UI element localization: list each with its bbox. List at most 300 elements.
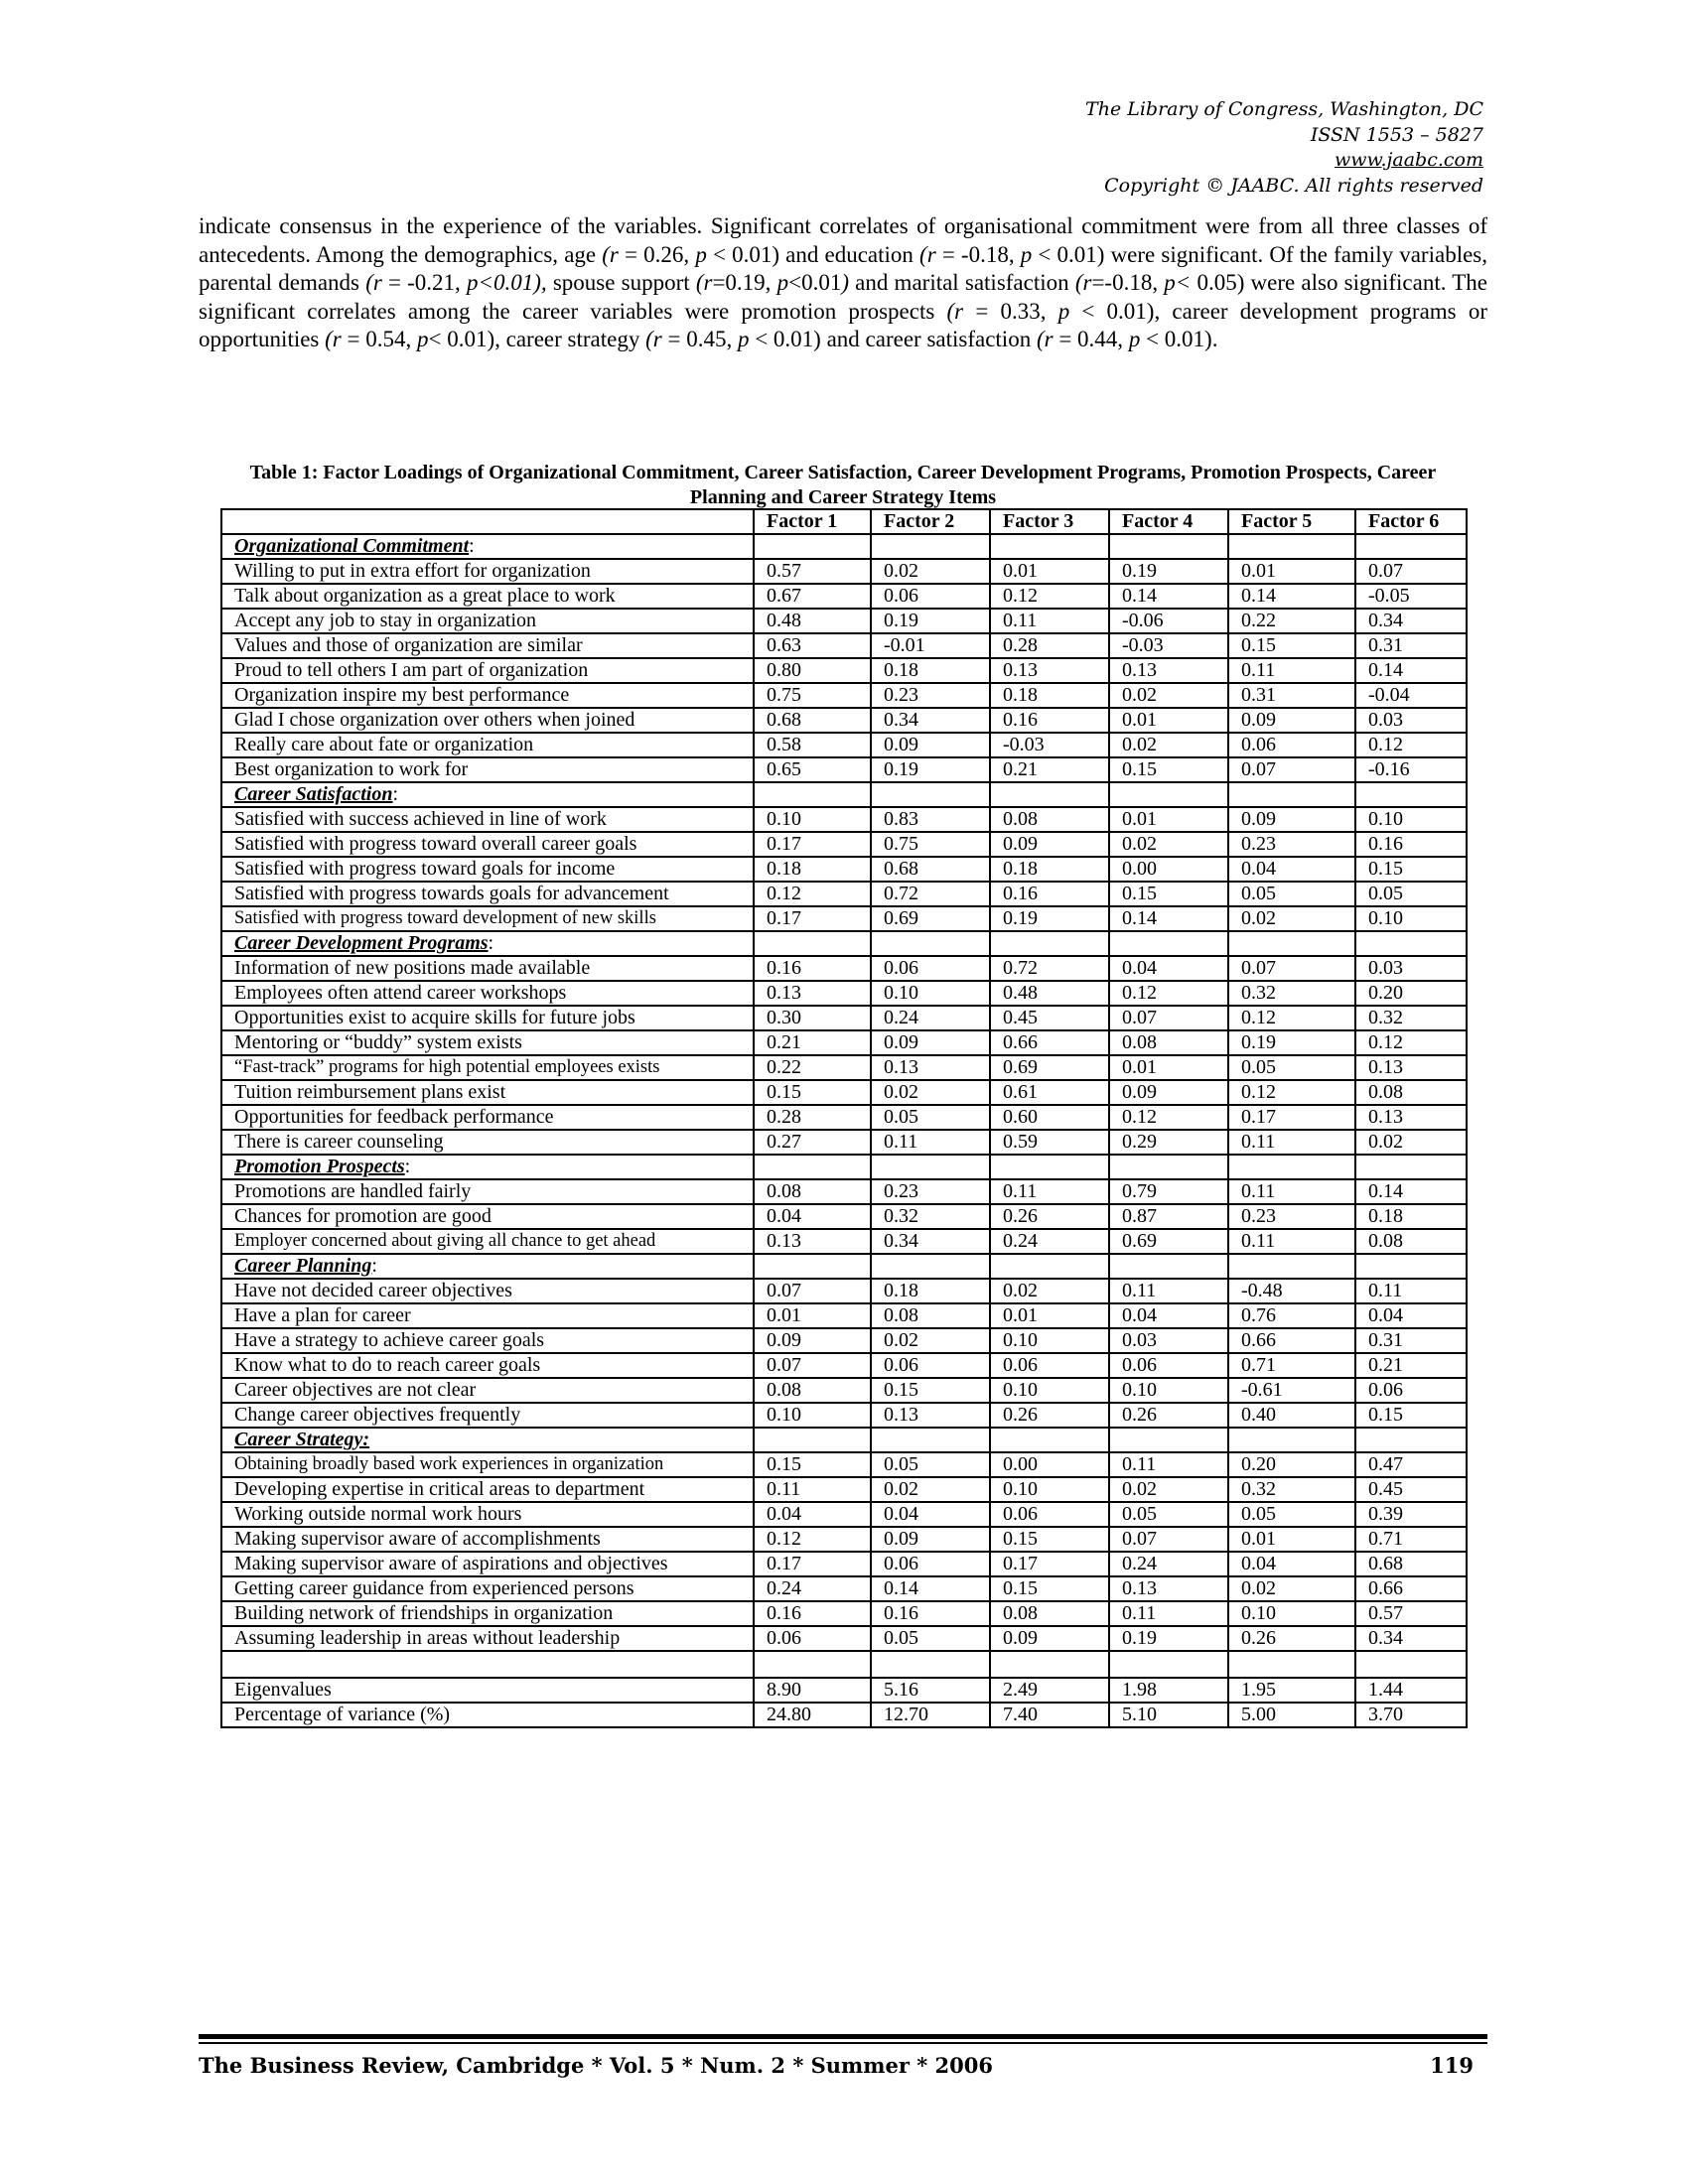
factor-2-loading: 0.83	[871, 807, 990, 832]
item-label: Building network of friendships in organization	[221, 1601, 754, 1626]
empty-cell	[1109, 1155, 1228, 1179]
factor-4-loading: 0.08	[1109, 1030, 1228, 1055]
section-title-text: Career Strategy:	[234, 1429, 370, 1450]
factor-3-loading: 0.16	[990, 882, 1109, 906]
factor-5-loading: 0.04	[1228, 857, 1355, 882]
item-label: Satisfied with progress toward overall career goals	[221, 832, 754, 857]
empty-cell	[871, 931, 990, 956]
factor-3-loading: 0.72	[990, 956, 1109, 981]
factor-4-loading: 0.15	[1109, 757, 1228, 782]
factor-5-loading: 0.09	[1228, 807, 1355, 832]
factor-6-loading: -0.04	[1355, 683, 1467, 708]
item-label: Chances for promotion are good	[221, 1204, 754, 1229]
factor-4-loading: 0.02	[1109, 683, 1228, 708]
factor-4-loading: 0.19	[1109, 1626, 1228, 1651]
header-library: The Library of Congress, Washington, DC	[1085, 98, 1483, 120]
table-body	[221, 534, 1467, 1727]
factor-1-loading: 0.17	[754, 832, 871, 857]
factor-4-loading: 0.04	[1109, 956, 1228, 981]
empty-cell	[1355, 1254, 1467, 1279]
table-row	[221, 981, 1467, 1006]
factor-4-loading: 0.11	[1109, 1452, 1228, 1477]
empty-cell	[990, 1155, 1109, 1179]
factor-2-loading: 5.16	[871, 1678, 990, 1703]
section-title-text: Career Development Programs	[234, 932, 489, 954]
factor-1-loading: 0.08	[754, 1179, 871, 1204]
empty-cell	[754, 1651, 871, 1678]
factor-1-loading: 0.07	[754, 1279, 871, 1303]
factor-3-loading: 0.24	[990, 1229, 1109, 1254]
factor-6-loading: 0.66	[1355, 1576, 1467, 1601]
factor-6-loading: 0.34	[1355, 609, 1467, 633]
section-title	[221, 1428, 754, 1452]
factor-3-loading: 0.48	[990, 981, 1109, 1006]
factor-3-loading: 0.01	[990, 1303, 1109, 1328]
item-label: “Fast-track” programs for high potential employees exists	[221, 1055, 754, 1080]
item-label: Making supervisor aware of aspirations and objectives	[221, 1552, 754, 1576]
blank-row	[221, 1651, 1467, 1678]
item-label: Have a strategy to achieve career goals	[221, 1328, 754, 1353]
section-title	[221, 1155, 754, 1179]
item-label: Proud to tell others I am part of organization	[221, 658, 754, 683]
factor-6-loading: 0.10	[1355, 906, 1467, 931]
factor-4-loading: 0.87	[1109, 1204, 1228, 1229]
factor-1-loading: 0.17	[754, 1552, 871, 1576]
item-label: Employees often attend career workshops	[221, 981, 754, 1006]
empty-cell	[754, 782, 871, 807]
factor-5-loading: 0.11	[1228, 1229, 1355, 1254]
factor-3-loading: -0.03	[990, 733, 1109, 757]
factor-5-loading: 0.05	[1228, 1502, 1355, 1527]
factor-1-loading: 0.15	[754, 1080, 871, 1105]
factor-5-loading: 0.23	[1228, 1204, 1355, 1229]
empty-cell	[221, 1651, 754, 1678]
factor-5-loading: 5.00	[1228, 1703, 1355, 1727]
empty-cell	[754, 931, 871, 956]
section-header-row	[221, 1254, 1467, 1279]
factor-2-loading: 0.75	[871, 832, 990, 857]
factor-6-loading: 1.44	[1355, 1678, 1467, 1703]
factor-5-loading: 0.71	[1228, 1353, 1355, 1378]
table-row	[221, 1328, 1467, 1353]
item-label: Opportunities exist to acquire skills for future jobs	[221, 1006, 754, 1030]
factor-4-loading: -0.06	[1109, 609, 1228, 633]
factor-5-loading: 0.20	[1228, 1452, 1355, 1477]
item-label: Accept any job to stay in organization	[221, 609, 754, 633]
factor-1-loading: 0.06	[754, 1626, 871, 1651]
empty-cell	[1109, 782, 1228, 807]
factor-2-loading: 0.18	[871, 658, 990, 683]
table-row	[221, 1204, 1467, 1229]
factor-2-loading: 0.72	[871, 882, 990, 906]
factor-1-loading: 0.21	[754, 1030, 871, 1055]
factor-3-loading: 0.26	[990, 1403, 1109, 1428]
factor-3-loading: 0.02	[990, 1279, 1109, 1303]
factor-1-loading: 0.80	[754, 658, 871, 683]
section-header-row	[221, 1155, 1467, 1179]
item-label: Working outside normal work hours	[221, 1502, 754, 1527]
factor-4-loading: 0.14	[1109, 906, 1228, 931]
summary-label: Percentage of variance (%)	[221, 1703, 754, 1727]
empty-cell	[1355, 1428, 1467, 1452]
factor-3-loading: 0.13	[990, 658, 1109, 683]
item-label: Have not decided career objectives	[221, 1279, 754, 1303]
page-number: 119	[1430, 2053, 1474, 2078]
factor-6-loading: 0.47	[1355, 1452, 1467, 1477]
factor-3-loading: 0.01	[990, 559, 1109, 584]
section-title	[221, 534, 754, 559]
factor-5-loading: 0.05	[1228, 882, 1355, 906]
factor-5-loading: 0.02	[1228, 1576, 1355, 1601]
factor-5-loading: 0.09	[1228, 708, 1355, 733]
factor-4-loading: 0.14	[1109, 584, 1228, 609]
factor-6-loading: 0.15	[1355, 1403, 1467, 1428]
factor-4-loading: 0.12	[1109, 981, 1228, 1006]
empty-cell	[1228, 1651, 1355, 1678]
empty-cell	[1228, 1428, 1355, 1452]
factor-2-loading: 0.14	[871, 1576, 990, 1601]
factor-4-loading: 0.01	[1109, 807, 1228, 832]
factor-2-loading: 0.19	[871, 609, 990, 633]
factor-1-loading: 0.01	[754, 1303, 871, 1328]
empty-cell	[990, 782, 1109, 807]
factor-1-loading: 0.16	[754, 956, 871, 981]
table-header-row	[221, 509, 1467, 534]
section-title-suffix: :	[488, 932, 494, 954]
factor-5-loading: 0.01	[1228, 559, 1355, 584]
factor-5-loading: 0.04	[1228, 1552, 1355, 1576]
factor-3-loading: 0.10	[990, 1477, 1109, 1502]
table-row	[221, 633, 1467, 658]
factor-2-loading: 0.02	[871, 1328, 990, 1353]
factor-6-loading: 0.18	[1355, 1204, 1467, 1229]
item-label: Satisfied with progress toward goals for income	[221, 857, 754, 882]
empty-cell	[1109, 931, 1228, 956]
empty-cell	[1355, 1651, 1467, 1678]
factor-5-loading: 0.11	[1228, 1179, 1355, 1204]
empty-cell	[871, 1254, 990, 1279]
factor-3-loading: 0.45	[990, 1006, 1109, 1030]
factor-1-loading: 0.11	[754, 1477, 871, 1502]
factor-1-loading: 0.48	[754, 609, 871, 633]
factor-3-loading: 0.12	[990, 584, 1109, 609]
factor-5-loading: 0.05	[1228, 1055, 1355, 1080]
factor-4-loading: 0.07	[1109, 1527, 1228, 1552]
factor-2-loading: 0.09	[871, 1030, 990, 1055]
factor-6-loading: 0.08	[1355, 1229, 1467, 1254]
factor-3-loading: 0.08	[990, 1601, 1109, 1626]
factor-4-loading: 0.11	[1109, 1601, 1228, 1626]
factor-1-loading: 0.75	[754, 683, 871, 708]
section-title-suffix: :	[371, 1255, 377, 1277]
factor-3-loading: 0.21	[990, 757, 1109, 782]
factor-1-loading: 0.67	[754, 584, 871, 609]
factor-4-loading: 0.02	[1109, 733, 1228, 757]
factor-3-loading: 0.15	[990, 1527, 1109, 1552]
factor-6-loading: 0.71	[1355, 1527, 1467, 1552]
factor-5-loading: 0.07	[1228, 757, 1355, 782]
factor-2-loading: 0.13	[871, 1055, 990, 1080]
factor-1-loading: 0.63	[754, 633, 871, 658]
factor-5-loading: -0.61	[1228, 1378, 1355, 1403]
factor-3-loading: 0.08	[990, 807, 1109, 832]
factor-2-loading: 0.02	[871, 1080, 990, 1105]
factor-5-loading: 0.11	[1228, 658, 1355, 683]
table-row	[221, 609, 1467, 633]
table-row	[221, 757, 1467, 782]
factor-4-loading: 0.09	[1109, 1080, 1228, 1105]
factor-5-loading: 0.12	[1228, 1006, 1355, 1030]
item-label: Mentoring or “buddy” system exists	[221, 1030, 754, 1055]
item-label: Promotions are handled fairly	[221, 1179, 754, 1204]
factor-6-loading: 0.32	[1355, 1006, 1467, 1030]
factor-6-loading: 0.31	[1355, 1328, 1467, 1353]
table-row	[221, 956, 1467, 981]
section-title-text: Promotion Prospects	[234, 1156, 405, 1177]
factor-5-loading: 0.01	[1228, 1527, 1355, 1552]
factor-5-loading: 0.23	[1228, 832, 1355, 857]
section-title-text: Career Planning	[234, 1255, 372, 1277]
factor-5-loading: 0.32	[1228, 1477, 1355, 1502]
factor-loadings-table	[220, 508, 1468, 1728]
empty-cell	[1355, 1155, 1467, 1179]
summary-row	[221, 1678, 1467, 1703]
factor-3-loading: 0.15	[990, 1576, 1109, 1601]
table-row	[221, 1527, 1467, 1552]
empty-cell	[754, 1428, 871, 1452]
factor-3-loading: 0.09	[990, 832, 1109, 857]
factor-4-loading: 0.79	[1109, 1179, 1228, 1204]
empty-cell	[990, 1651, 1109, 1678]
factor-4-loading: 0.13	[1109, 1576, 1228, 1601]
empty-cell	[1109, 1651, 1228, 1678]
factor-3-loading: 7.40	[990, 1703, 1109, 1727]
factor-2-loading: 0.09	[871, 733, 990, 757]
header-issn: ISSN 1553 – 5827	[1310, 123, 1483, 146]
table-row	[221, 1626, 1467, 1651]
factor-4-loading: 0.12	[1109, 1105, 1228, 1130]
factor-1-loading: 0.10	[754, 1403, 871, 1428]
factor-4-loading: 0.06	[1109, 1353, 1228, 1378]
table-row	[221, 1601, 1467, 1626]
factor-3-loading: 0.28	[990, 633, 1109, 658]
empty-cell	[1109, 1428, 1228, 1452]
table-row	[221, 807, 1467, 832]
header-website-link[interactable]: www.jaabc.com	[1334, 149, 1483, 171]
factor-4-loading: 0.69	[1109, 1229, 1228, 1254]
factor-2-loading: 0.34	[871, 708, 990, 733]
header-cell-factor-1: Factor 1	[754, 509, 871, 534]
item-label: Employer concerned about giving all chance to get ahead	[221, 1229, 754, 1254]
table-row	[221, 1055, 1467, 1080]
factor-5-loading: 0.02	[1228, 906, 1355, 931]
empty-cell	[1228, 534, 1355, 559]
factor-1-loading: 0.08	[754, 1378, 871, 1403]
factor-3-loading: 0.16	[990, 708, 1109, 733]
factor-3-loading: 0.17	[990, 1552, 1109, 1576]
item-label: Best organization to work for	[221, 757, 754, 782]
empty-cell	[1228, 931, 1355, 956]
factor-3-loading: 0.69	[990, 1055, 1109, 1080]
table-row	[221, 1303, 1467, 1328]
factor-5-loading: 0.19	[1228, 1030, 1355, 1055]
table-row	[221, 1452, 1467, 1477]
table-caption	[213, 461, 1473, 510]
item-label: Satisfied with progress toward development of new skills	[221, 906, 754, 931]
factor-2-loading: 12.70	[871, 1703, 990, 1727]
factor-6-loading: 0.34	[1355, 1626, 1467, 1651]
factor-6-loading: 0.14	[1355, 1179, 1467, 1204]
table-row	[221, 1279, 1467, 1303]
factor-5-loading: 0.12	[1228, 1080, 1355, 1105]
empty-cell	[990, 1254, 1109, 1279]
factor-3-loading: 0.61	[990, 1080, 1109, 1105]
factor-2-loading: 0.06	[871, 1353, 990, 1378]
table-row	[221, 559, 1467, 584]
factor-6-loading: 0.12	[1355, 733, 1467, 757]
factor-5-loading: 0.17	[1228, 1105, 1355, 1130]
section-title	[221, 1254, 754, 1279]
item-label: Change career objectives frequently	[221, 1403, 754, 1428]
factor-2-loading: 0.02	[871, 1477, 990, 1502]
factor-6-loading: 3.70	[1355, 1703, 1467, 1727]
table-row	[221, 882, 1467, 906]
factor-4-loading: 0.29	[1109, 1130, 1228, 1155]
table-row	[221, 1030, 1467, 1055]
factor-5-loading: 0.76	[1228, 1303, 1355, 1328]
item-label: Satisfied with success achieved in line of work	[221, 807, 754, 832]
empty-cell	[1109, 1254, 1228, 1279]
factor-3-loading: 0.59	[990, 1130, 1109, 1155]
factor-6-loading: 0.10	[1355, 807, 1467, 832]
item-label: Satisfied with progress towards goals for advancement	[221, 882, 754, 906]
table-row	[221, 1179, 1467, 1204]
table-row	[221, 1229, 1467, 1254]
factor-4-loading: -0.03	[1109, 633, 1228, 658]
factor-1-loading: 0.27	[754, 1130, 871, 1155]
table-row	[221, 1006, 1467, 1030]
factor-1-loading: 0.30	[754, 1006, 871, 1030]
factor-2-loading: 0.09	[871, 1527, 990, 1552]
factor-1-loading: 0.15	[754, 1452, 871, 1477]
factor-2-loading: 0.18	[871, 1279, 990, 1303]
factor-3-loading: 0.11	[990, 609, 1109, 633]
footer-rule-thin	[199, 2042, 1487, 2044]
section-title-text: Organizational Commitment	[234, 535, 470, 557]
factor-5-loading: -0.48	[1228, 1279, 1355, 1303]
factor-1-loading: 0.10	[754, 807, 871, 832]
item-label: Tuition reimbursement plans exist	[221, 1080, 754, 1105]
factor-5-loading: 0.32	[1228, 981, 1355, 1006]
factor-1-loading: 0.04	[754, 1502, 871, 1527]
factor-2-loading: 0.23	[871, 683, 990, 708]
factor-1-loading: 0.58	[754, 733, 871, 757]
factor-3-loading: 0.19	[990, 906, 1109, 931]
empty-cell	[871, 1428, 990, 1452]
header-cell-factor-6: Factor 6	[1355, 509, 1467, 534]
factor-4-loading: 0.19	[1109, 559, 1228, 584]
factor-6-loading: 0.14	[1355, 658, 1467, 683]
item-label: Career objectives are not clear	[221, 1378, 754, 1403]
factor-5-loading: 0.10	[1228, 1601, 1355, 1626]
factor-2-loading: 0.16	[871, 1601, 990, 1626]
running-header	[1085, 97, 1483, 199]
empty-cell	[754, 1254, 871, 1279]
factor-6-loading: 0.15	[1355, 857, 1467, 882]
factor-2-loading: 0.04	[871, 1502, 990, 1527]
factor-2-loading: 0.06	[871, 584, 990, 609]
item-label: Opportunities for feedback performance	[221, 1105, 754, 1130]
factor-6-loading: -0.05	[1355, 584, 1467, 609]
empty-cell	[1355, 931, 1467, 956]
page-footer	[199, 2053, 1487, 2083]
factor-2-loading: 0.23	[871, 1179, 990, 1204]
factor-5-loading: 0.07	[1228, 956, 1355, 981]
factor-4-loading: 0.04	[1109, 1303, 1228, 1328]
factor-2-loading: 0.08	[871, 1303, 990, 1328]
factor-6-loading: 0.03	[1355, 708, 1467, 733]
table-row	[221, 1080, 1467, 1105]
factor-3-loading: 0.06	[990, 1353, 1109, 1378]
factor-1-loading: 0.65	[754, 757, 871, 782]
factor-3-loading: 0.66	[990, 1030, 1109, 1055]
factor-6-loading: 0.08	[1355, 1080, 1467, 1105]
factor-6-loading: 0.03	[1355, 956, 1467, 981]
factor-1-loading: 0.16	[754, 1601, 871, 1626]
table-row	[221, 1552, 1467, 1576]
empty-cell	[754, 534, 871, 559]
empty-cell	[1228, 782, 1355, 807]
factor-1-loading: 0.09	[754, 1328, 871, 1353]
section-header-row	[221, 782, 1467, 807]
factor-2-loading: 0.19	[871, 757, 990, 782]
item-label: There is career counseling	[221, 1130, 754, 1155]
factor-6-loading: 0.21	[1355, 1353, 1467, 1378]
factor-1-loading: 0.24	[754, 1576, 871, 1601]
factor-2-loading: 0.13	[871, 1403, 990, 1428]
factor-1-loading: 0.57	[754, 559, 871, 584]
factor-1-loading: 8.90	[754, 1678, 871, 1703]
table-row	[221, 708, 1467, 733]
table-row	[221, 1105, 1467, 1130]
factor-1-loading: 0.28	[754, 1105, 871, 1130]
factor-4-loading: 0.26	[1109, 1403, 1228, 1428]
header-cell-factor-5: Factor 5	[1228, 509, 1355, 534]
item-label: Getting career guidance from experienced persons	[221, 1576, 754, 1601]
factor-1-loading: 0.22	[754, 1055, 871, 1080]
item-label: Information of new positions made available	[221, 956, 754, 981]
item-label: Willing to put in extra effort for organization	[221, 559, 754, 584]
factor-1-loading: 0.04	[754, 1204, 871, 1229]
table-row	[221, 1130, 1467, 1155]
empty-cell	[754, 1155, 871, 1179]
factor-6-loading: 0.11	[1355, 1279, 1467, 1303]
factor-3-loading: 0.60	[990, 1105, 1109, 1130]
item-label: Assuming leadership in areas without leadership	[221, 1626, 754, 1651]
table-row	[221, 1403, 1467, 1428]
factor-3-loading: 0.10	[990, 1328, 1109, 1353]
table-caption-text: : Factor Loadings of Organizational Commitment, Career Satisfaction, Career Development Programs, Promotion Prospects, Career Planning and Career Strategy Items	[311, 462, 1437, 508]
empty-cell	[871, 1155, 990, 1179]
factor-2-loading: 0.34	[871, 1229, 990, 1254]
factor-2-loading: 0.05	[871, 1452, 990, 1477]
factor-6-loading: 0.12	[1355, 1030, 1467, 1055]
table-caption-label: Table 1	[249, 462, 312, 483]
factor-4-loading: 1.98	[1109, 1678, 1228, 1703]
summary-row	[221, 1703, 1467, 1727]
factor-4-loading: 5.10	[1109, 1703, 1228, 1727]
factor-6-loading: 0.07	[1355, 559, 1467, 584]
